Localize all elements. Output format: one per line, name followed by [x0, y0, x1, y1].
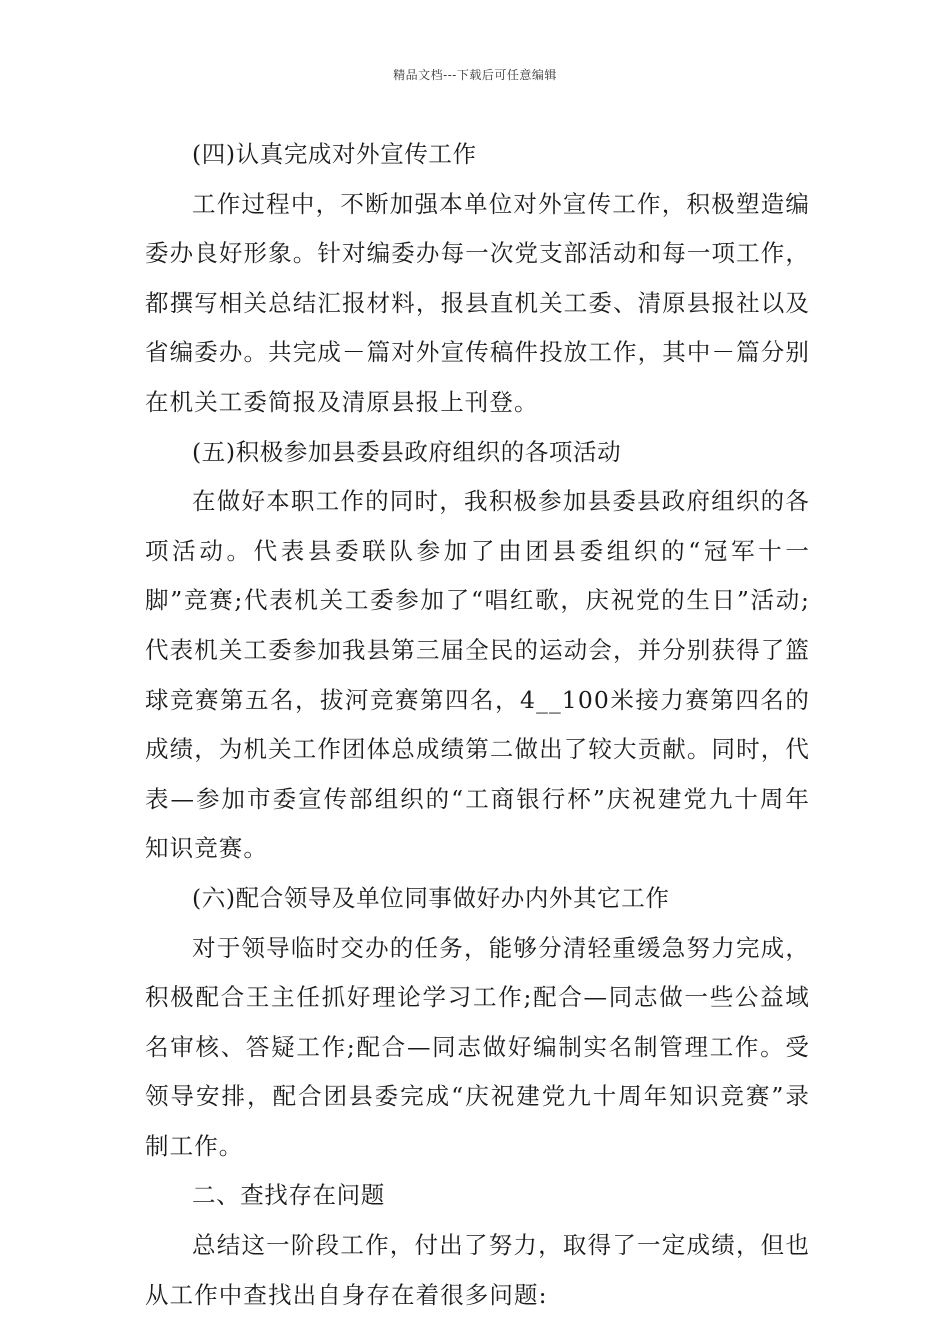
section-heading-5: (五)积极参加县委县政府组织的各项活动 — [192, 437, 622, 466]
section-heading-4: (四)认真完成对外宣传工作 — [192, 140, 477, 168]
body-paragraph: 在做好本职工作的同时，我积极参加县委县政府组织的各项活动。代表县委联队参加了由团县委组织的“冠军十一脚”竞赛;代表机关工委参加了“唱红歌，庆祝党的生日”活动;代表机关工委参加我县第三届全民的运动会，并分别获得了篮球竞赛第五名，拔河竞赛第四名，4__100米接力赛第四名的成绩，为机关工作团体总成绩第二做出了较大贡献。同时，代表—参加市委宣传部组织的“工商银行杯”庆祝建党九十周年知识竞赛。 — [145, 487, 810, 863]
body-paragraph: 总结这一阶段工作，付出了努力，取得了一定成绩，但也从工作中查找出自身存在着很多问题: — [145, 1231, 810, 1309]
body-paragraph: 工作过程中，不断加强本单位对外宣传工作，积极塑造编委办良好形象。针对编委办每一次党支部活动和每一项工作，都撰写相关总结汇报材料，报县直机关工委、清原县报社以及省编委办。共完成－篇对外宣传稿件投放工作，其中－篇分别在机关工委简报及清原县报上刊登。 — [145, 189, 810, 416]
page-header: 精品文档---下载后可任意编辑 — [393, 68, 557, 82]
section-heading-problems: 二、查找存在问题 — [192, 1181, 385, 1210]
section-heading-6: (六)配合领导及单位同事做好办内外其它工作 — [192, 883, 670, 912]
document-body — [145, 130, 810, 1320]
body-paragraph: 对于领导临时交办的任务，能够分清轻重缓急努力完成，积极配合王主任抓好理论学习工作;配合—同志做一些公益域名审核、答疑工作;配合—同志做好编制实名制管理工作。受领导安排，配合团县委完成“庆祝建党九十周年知识竞赛”录制工作。 — [145, 933, 810, 1160]
